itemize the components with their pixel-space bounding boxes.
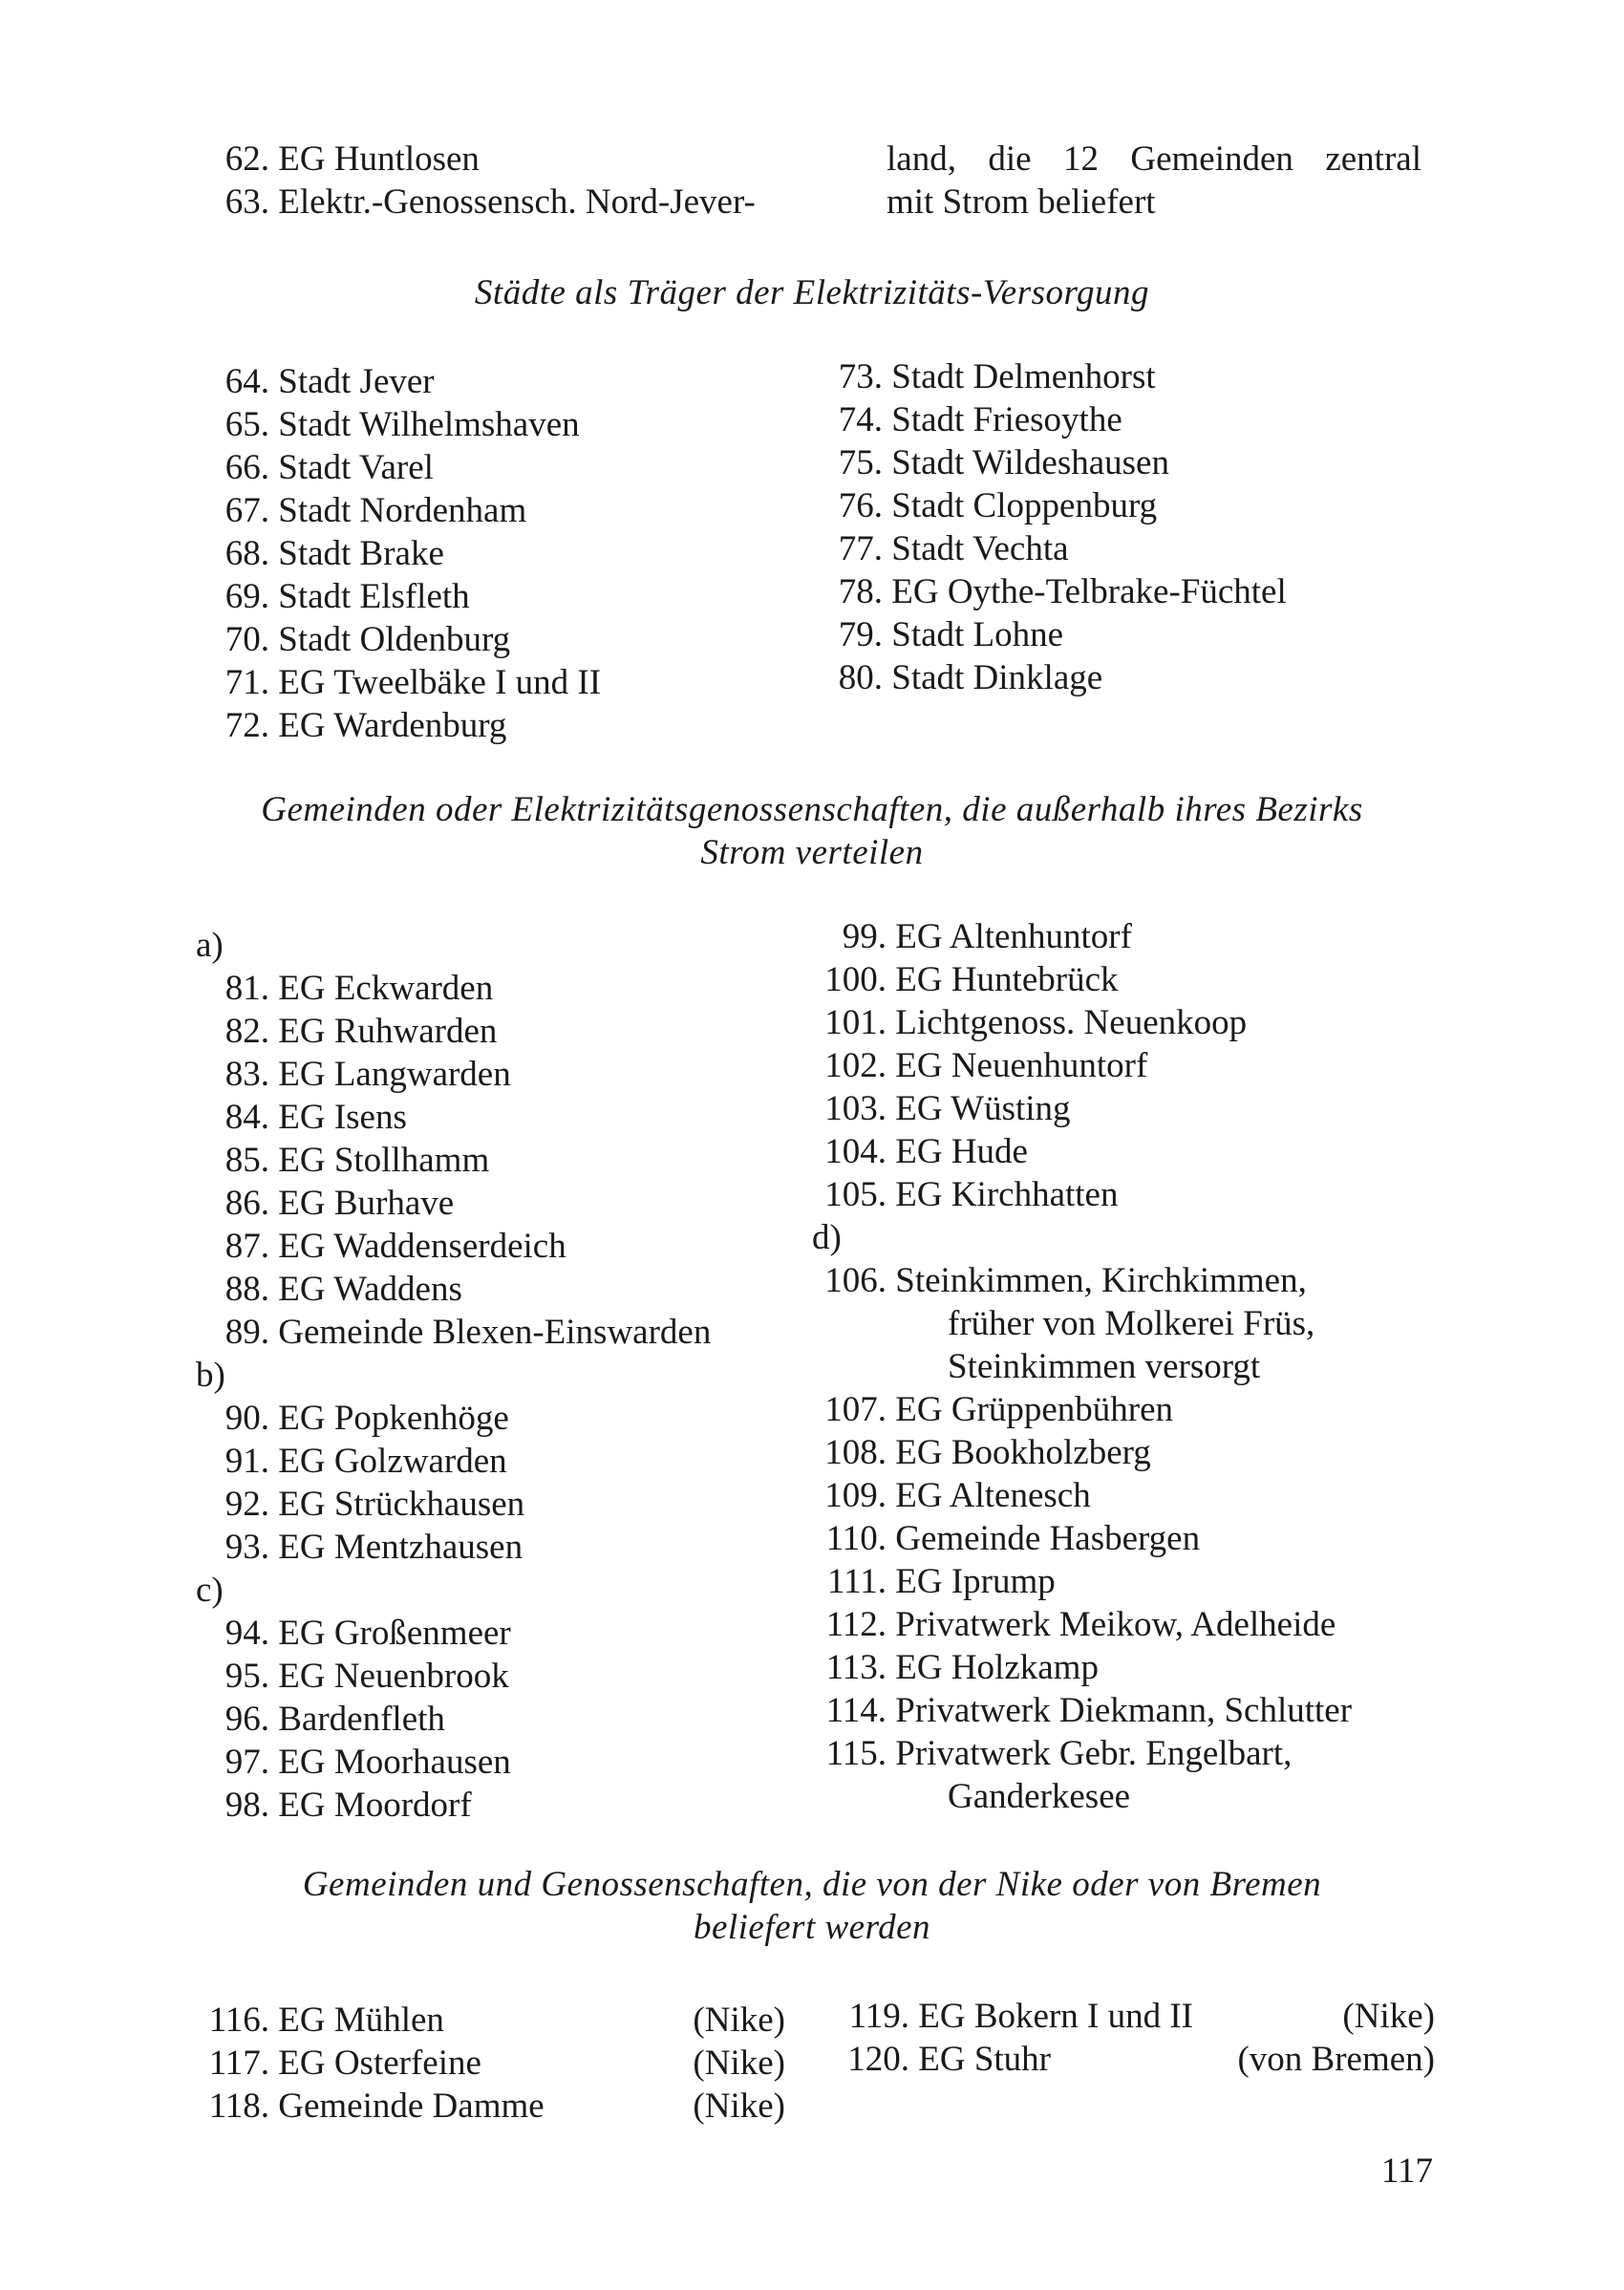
list-item [210, 704, 802, 747]
item-text: Stadt Jever [278, 362, 435, 401]
item-text: Stadt Wildeshausen [891, 443, 1169, 482]
list-item [823, 355, 1435, 398]
item-text: EG Isens [278, 1098, 407, 1137]
item-number: 90. [224, 1399, 269, 1438]
item-text: EG Altenhuntorf [895, 917, 1132, 956]
list-item [196, 1655, 807, 1698]
list-item [823, 398, 1435, 441]
list-item [210, 181, 822, 224]
item-number: 111. [826, 1562, 887, 1601]
list-item [210, 618, 802, 661]
item-text: EG Iprump [895, 1562, 1056, 1601]
item-text: EG Moorhausen [278, 1743, 511, 1782]
list-item [196, 1741, 807, 1784]
item-number: 62. [224, 139, 269, 179]
item-text: EG Moordorf [278, 1786, 472, 1825]
list-item [812, 1646, 1442, 1689]
list-item [210, 446, 802, 489]
item-text: EG Bookholzberg [895, 1433, 1151, 1472]
item-number: 116. [208, 2001, 269, 2040]
item-number: 84. [224, 1098, 269, 1137]
section-heading [143, 788, 1481, 874]
item-number: 69. [224, 577, 269, 616]
list-item [196, 1225, 807, 1268]
list-item [196, 1397, 807, 1440]
item-number: 102. [824, 1046, 887, 1085]
item-number: 114. [825, 1691, 887, 1730]
item-text: EG Huntlosen [278, 139, 480, 179]
list-item [812, 1044, 1442, 1087]
item-text: Stadt Brake [278, 534, 444, 573]
list-item [812, 1689, 1442, 1732]
item-text: EG Eckwarden [278, 969, 494, 1008]
item-number: 99. [842, 917, 887, 956]
item-text: EG Waddenserdeich [278, 1227, 566, 1266]
list-item [823, 613, 1435, 656]
supplier-tag: (Nike) [693, 2087, 785, 2126]
item-text: EG Großenmeer [278, 1614, 511, 1653]
item-number: 79. [838, 615, 883, 654]
item-number: 73. [838, 357, 883, 396]
item-text: EG Stuhr [918, 2040, 1051, 2079]
item-text: EG Hude [895, 1132, 1028, 1171]
heading-line: beliefert werden [693, 1908, 931, 1947]
item-number: 80. [838, 658, 883, 697]
list-item-continuation [812, 1345, 1442, 1388]
item-number: 112. [825, 1605, 887, 1644]
list-item [196, 1311, 807, 1354]
section1-right-list [823, 355, 1435, 699]
item-text: EG Huntebrück [895, 960, 1119, 999]
item-number: 87. [224, 1227, 269, 1266]
item-number: 77. [838, 529, 883, 568]
item-text: Stadt Cloppenburg [891, 486, 1158, 525]
list-item [196, 1268, 807, 1311]
item-number: 113. [825, 1648, 887, 1687]
item-text: Stadt Friesoythe [891, 400, 1122, 439]
item-text: EG Neuenbrook [278, 1657, 509, 1696]
item-text: EG Tweelbäke I und II [278, 663, 602, 702]
item-number: 106. [824, 1261, 887, 1300]
item-number: 67. [224, 491, 269, 530]
list-item [210, 575, 802, 618]
page-number: 117 [1380, 2151, 1433, 2191]
item-number: 75. [838, 443, 883, 482]
item-number: 95. [224, 1657, 269, 1696]
list-item [196, 1698, 807, 1741]
item-number: 63. [224, 182, 269, 222]
list-item [812, 1474, 1442, 1517]
item-number: 86. [224, 1184, 269, 1223]
list-item [201, 2085, 785, 2128]
section1-left-list [210, 360, 802, 747]
section-heading [143, 271, 1481, 314]
item-number: 82. [224, 1012, 269, 1051]
top-right-text [887, 138, 1421, 224]
item-number: 89. [224, 1313, 269, 1352]
group-letter: c) [196, 1571, 224, 1610]
item-number: 91. [224, 1442, 269, 1481]
item-text: Gemeinde Damme [278, 2087, 545, 2126]
list-item [823, 441, 1435, 484]
section-heading [143, 1863, 1481, 1949]
item-number: 83. [224, 1055, 269, 1094]
group-label [196, 1354, 807, 1397]
item-text: Privatwerk Diekmann, Schlutter [895, 1691, 1353, 1730]
section3-right-list [841, 1995, 1435, 2081]
item-number: 103. [824, 1089, 887, 1128]
item-number: 118. [208, 2087, 269, 2126]
list-item [196, 1526, 807, 1569]
list-item [201, 2042, 785, 2085]
supplier-tag: (Nike) [1342, 1997, 1435, 2036]
item-text: EG Waddens [278, 1270, 462, 1309]
item-text: Stadt Nordenham [278, 491, 527, 530]
list-item [812, 915, 1442, 958]
list-item [210, 138, 822, 181]
item-text: EG Popkenhöge [278, 1399, 509, 1438]
item-number: 81. [224, 969, 269, 1008]
item-text: EG Stollhamm [278, 1141, 490, 1180]
supplier-tag: (Nike) [693, 2044, 785, 2083]
list-item [196, 1010, 807, 1053]
item-number: 74. [838, 400, 883, 439]
item-number: 101. [824, 1003, 887, 1042]
item-text: EG Osterfeine [278, 2044, 481, 2083]
section2-right-list [812, 915, 1442, 1818]
continuation-line: land, die 12 Gemeinden zentral [887, 139, 1421, 179]
item-number: 66. [224, 448, 269, 487]
item-text: EG Holzkamp [895, 1648, 1099, 1687]
item-number: 97. [224, 1743, 269, 1782]
group-label [812, 1216, 1442, 1259]
group-letter: a) [196, 926, 224, 965]
list-item [812, 1732, 1442, 1775]
item-number: 78. [838, 572, 883, 611]
item-number: 65. [224, 405, 269, 444]
list-item [210, 532, 802, 575]
item-text: Ganderkesee [948, 1777, 1131, 1816]
heading-line: Gemeinden oder Elektrizitätsgenossenschaften, die außerhalb ihres Bezirks [261, 790, 1363, 829]
item-number: 110. [825, 1519, 887, 1558]
item-number: 119. [848, 1997, 909, 2036]
item-number: 85. [224, 1141, 269, 1180]
list-item [812, 1001, 1442, 1044]
item-number: 93. [224, 1528, 269, 1567]
list-item [196, 1096, 807, 1139]
item-text: EG Kirchhatten [895, 1175, 1119, 1214]
item-number: 104. [824, 1132, 887, 1171]
list-item [812, 1560, 1442, 1603]
section2-left-list [196, 924, 807, 1827]
item-text: Lichtgenoss. Neuenkoop [895, 1003, 1248, 1042]
item-text: Gemeinde Hasbergen [895, 1519, 1201, 1558]
item-text: EG Mentzhausen [278, 1528, 524, 1567]
list-item [196, 1053, 807, 1096]
item-text: früher von Molkerei Früs, [948, 1304, 1315, 1343]
list-item [210, 661, 802, 704]
item-text: Stadt Lohne [891, 615, 1064, 654]
item-number: 100. [824, 960, 887, 999]
item-text: Steinkimmen, Kirchkimmen, [895, 1261, 1307, 1300]
list-item-continuation [812, 1302, 1442, 1345]
item-number: 98. [224, 1786, 269, 1825]
continuation-line: mit Strom beliefert [887, 182, 1156, 222]
group-label [196, 1569, 807, 1612]
list-item [210, 489, 802, 532]
list-item [196, 967, 807, 1010]
item-number: 72. [224, 706, 269, 745]
list-item [196, 1483, 807, 1526]
supplier-tag: (Nike) [693, 2001, 785, 2040]
item-text: EG Bokern I und II [918, 1997, 1193, 2036]
item-text: Elektr.-Genossensch. Nord-Jever- [278, 182, 756, 222]
list-item [812, 1431, 1442, 1474]
item-number: 117. [208, 2044, 269, 2083]
item-text: EG Oythe-Telbrake-Füchtel [891, 572, 1287, 611]
heading-line: Städte als Träger der Elektrizitäts-Versorgung [474, 273, 1150, 312]
item-text: EG Grüppenbühren [895, 1390, 1174, 1429]
item-number: 115. [825, 1734, 887, 1773]
item-number: 105. [824, 1175, 887, 1214]
list-item [196, 1139, 807, 1182]
list-item [201, 1999, 785, 2042]
item-text: EG Mühlen [278, 2001, 444, 2040]
list-item [812, 1173, 1442, 1216]
item-text: EG Ruhwarden [278, 1012, 498, 1051]
item-text: EG Langwarden [278, 1055, 511, 1094]
item-number: 71. [224, 663, 269, 702]
item-text: Stadt Delmenhorst [891, 357, 1156, 396]
group-letter: d) [812, 1218, 842, 1257]
item-number: 64. [224, 362, 269, 401]
item-number: 120. [847, 2040, 909, 2079]
item-text: EG Strückhausen [278, 1485, 525, 1524]
item-text: Stadt Elsfleth [278, 577, 470, 616]
group-letter: b) [196, 1356, 225, 1395]
item-text: Stadt Wilhelmshaven [278, 405, 580, 444]
item-number: 92. [224, 1485, 269, 1524]
list-item [196, 1784, 807, 1827]
top-left-list [210, 138, 822, 224]
item-text: EG Wüsting [895, 1089, 1071, 1128]
item-text: EG Wardenburg [278, 706, 507, 745]
item-number: 76. [838, 486, 883, 525]
list-item [823, 656, 1435, 699]
list-item [841, 2038, 1435, 2081]
item-text: Stadt Oldenburg [278, 620, 511, 659]
item-number: 96. [224, 1700, 269, 1739]
list-item [196, 1182, 807, 1225]
item-text: EG Neuenhuntorf [895, 1046, 1148, 1085]
item-number: 108. [824, 1433, 887, 1472]
item-text: EG Altenesch [895, 1476, 1091, 1515]
item-text: Stadt Dinklage [891, 658, 1103, 697]
list-item [812, 958, 1442, 1001]
list-item [812, 1259, 1442, 1302]
item-number: 68. [224, 534, 269, 573]
list-item [812, 1517, 1442, 1560]
item-text: Bardenfleth [278, 1700, 445, 1739]
item-text: Privatwerk Meikow, Adelheide [895, 1605, 1336, 1644]
item-text: Privatwerk Gebr. Engelbart, [895, 1734, 1293, 1773]
item-text: EG Golzwarden [278, 1442, 507, 1481]
list-item [812, 1087, 1442, 1130]
section3-left-list [201, 1999, 785, 2128]
item-text: Stadt Vechta [891, 529, 1069, 568]
item-text: Gemeinde Blexen-Einswarden [278, 1313, 712, 1352]
list-item [210, 403, 802, 446]
group-label [196, 924, 807, 967]
list-item [823, 570, 1435, 613]
list-item [841, 1995, 1435, 2038]
item-number: 107. [824, 1390, 887, 1429]
list-item [812, 1388, 1442, 1431]
item-number: 88. [224, 1270, 269, 1309]
list-item [812, 1130, 1442, 1173]
list-item [823, 527, 1435, 570]
list-item [823, 484, 1435, 527]
item-number: 70. [224, 620, 269, 659]
item-text: Steinkimmen versorgt [948, 1347, 1261, 1386]
list-item [196, 1612, 807, 1655]
item-text: EG Burhave [278, 1184, 455, 1223]
heading-line: Strom verteilen [700, 833, 924, 872]
heading-line: Gemeinden und Genossenschaften, die von der Nike oder von Bremen [302, 1865, 1322, 1904]
supplier-tag: (von Bremen) [1237, 2040, 1435, 2079]
list-item [196, 1440, 807, 1483]
item-number: 94. [224, 1614, 269, 1653]
list-item-continuation [812, 1775, 1442, 1818]
list-item [210, 360, 802, 403]
item-number: 109. [824, 1476, 887, 1515]
item-text: Stadt Varel [278, 448, 434, 487]
list-item [812, 1603, 1442, 1646]
